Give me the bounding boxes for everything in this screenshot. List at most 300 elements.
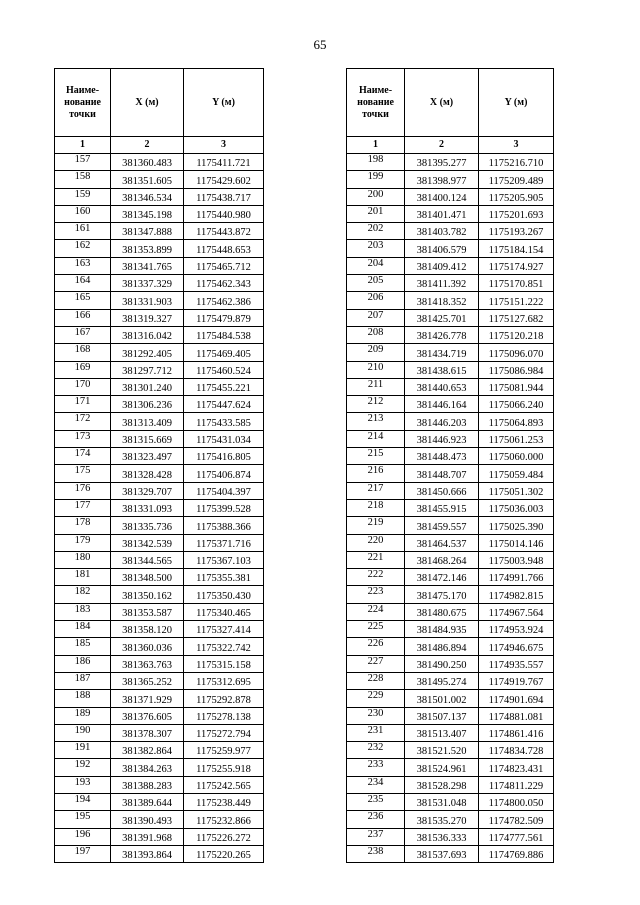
table-row: [347, 275, 554, 292]
point-number: 179: [55, 534, 111, 551]
x-coordinate: 381409.412: [405, 257, 479, 274]
table-row: [347, 828, 554, 845]
table-row: [347, 551, 554, 568]
table-header-row: [55, 69, 264, 137]
x-coordinate: 381328.428: [111, 465, 184, 482]
y-coordinate: 1174967.564: [479, 603, 554, 620]
header-y: Y (м): [479, 69, 554, 137]
x-coordinate: 381382.864: [111, 742, 184, 759]
x-coordinate: 381301.240: [111, 378, 184, 395]
x-coordinate: 381480.675: [405, 603, 479, 620]
x-coordinate: 381331.903: [111, 292, 184, 309]
table-row: [55, 724, 264, 741]
point-number: 233: [347, 759, 405, 776]
y-coordinate: 1175315.158: [184, 655, 264, 672]
y-coordinate: 1175340.465: [184, 603, 264, 620]
table-row: [55, 793, 264, 810]
point-number: 197: [55, 845, 111, 862]
point-number: 177: [55, 499, 111, 516]
point-number: 186: [55, 655, 111, 672]
x-coordinate: 381345.198: [111, 205, 184, 222]
x-coordinate: 381524.961: [405, 759, 479, 776]
y-coordinate: 1175431.034: [184, 430, 264, 447]
table-row: [55, 707, 264, 724]
y-coordinate: 1175209.489: [479, 171, 554, 188]
y-coordinate: 1175484.538: [184, 326, 264, 343]
x-coordinate: 381353.899: [111, 240, 184, 257]
point-number: 210: [347, 361, 405, 378]
x-coordinate: 381434.719: [405, 344, 479, 361]
y-coordinate: 1175440.980: [184, 205, 264, 222]
y-coordinate: 1175433.585: [184, 413, 264, 430]
point-number: 164: [55, 275, 111, 292]
x-coordinate: 381459.557: [405, 517, 479, 534]
point-number: 191: [55, 742, 111, 759]
y-coordinate: 1175462.343: [184, 275, 264, 292]
x-coordinate: 381348.500: [111, 569, 184, 586]
point-number: 162: [55, 240, 111, 257]
x-coordinate: 381472.146: [405, 569, 479, 586]
x-coordinate: 381507.137: [405, 707, 479, 724]
point-number: 157: [55, 154, 111, 171]
colnum-1: 1: [347, 137, 405, 154]
point-number: 189: [55, 707, 111, 724]
point-number: 225: [347, 621, 405, 638]
y-coordinate: 1175448.653: [184, 240, 264, 257]
point-number: 196: [55, 828, 111, 845]
point-number: 165: [55, 292, 111, 309]
table-row: [347, 344, 554, 361]
table-row: [55, 205, 264, 222]
point-number: 170: [55, 378, 111, 395]
point-number: 224: [347, 603, 405, 620]
x-coordinate: 381455.915: [405, 499, 479, 516]
table-row: [55, 188, 264, 205]
table-row: [55, 361, 264, 378]
x-coordinate: 381464.537: [405, 534, 479, 551]
point-number: 193: [55, 776, 111, 793]
table-row: [55, 378, 264, 395]
y-coordinate: 1175242.565: [184, 776, 264, 793]
table-header-row: [347, 69, 554, 137]
table-row: [55, 690, 264, 707]
point-number: 206: [347, 292, 405, 309]
y-coordinate: 1175462.386: [184, 292, 264, 309]
y-coordinate: 1175220.265: [184, 845, 264, 862]
table-row: [347, 482, 554, 499]
table-row: [55, 344, 264, 361]
x-coordinate: 381341.765: [111, 257, 184, 274]
table-row: [347, 845, 554, 862]
y-coordinate: 1174982.815: [479, 586, 554, 603]
table-row: [55, 759, 264, 776]
y-coordinate: 1175193.267: [479, 223, 554, 240]
point-number: 207: [347, 309, 405, 326]
y-coordinate: 1175411.721: [184, 154, 264, 171]
table-row: [347, 292, 554, 309]
y-coordinate: 1175447.624: [184, 396, 264, 413]
y-coordinate: 1175238.449: [184, 793, 264, 810]
x-coordinate: 381292.405: [111, 344, 184, 361]
table-row: [347, 603, 554, 620]
y-coordinate: 1174919.767: [479, 672, 554, 689]
point-number: 200: [347, 188, 405, 205]
table-row: [347, 188, 554, 205]
x-coordinate: 381446.164: [405, 396, 479, 413]
point-number: 229: [347, 690, 405, 707]
x-coordinate: 381438.615: [405, 361, 479, 378]
table-row: [55, 240, 264, 257]
y-coordinate: 1175174.927: [479, 257, 554, 274]
x-coordinate: 381344.565: [111, 551, 184, 568]
y-coordinate: 1175312.695: [184, 672, 264, 689]
table-row: [347, 465, 554, 482]
x-coordinate: 381347.888: [111, 223, 184, 240]
table-row: [347, 309, 554, 326]
y-coordinate: 1174991.766: [479, 569, 554, 586]
x-coordinate: 381337.329: [111, 275, 184, 292]
point-number: 190: [55, 724, 111, 741]
point-number: 175: [55, 465, 111, 482]
point-number: 235: [347, 793, 405, 810]
table-row: [347, 707, 554, 724]
table-row: [55, 517, 264, 534]
y-coordinate: 1175259.977: [184, 742, 264, 759]
y-coordinate: 1175460.524: [184, 361, 264, 378]
point-number: 223: [347, 586, 405, 603]
x-coordinate: 381450.666: [405, 482, 479, 499]
point-number: 174: [55, 448, 111, 465]
y-coordinate: 1175025.390: [479, 517, 554, 534]
page-number: 65: [313, 37, 327, 52]
point-number: 166: [55, 309, 111, 326]
table-row: [55, 396, 264, 413]
y-coordinate: 1175081.944: [479, 378, 554, 395]
y-coordinate: 1175060.000: [479, 448, 554, 465]
y-coordinate: 1175469.405: [184, 344, 264, 361]
x-coordinate: 381365.252: [111, 672, 184, 689]
header-y: Y (м): [184, 69, 264, 137]
point-number: 222: [347, 569, 405, 586]
y-coordinate: 1175429.602: [184, 171, 264, 188]
point-number: 236: [347, 811, 405, 828]
y-coordinate: 1175465.712: [184, 257, 264, 274]
table-row: [347, 326, 554, 343]
x-coordinate: 381398.977: [405, 171, 479, 188]
point-number: 216: [347, 465, 405, 482]
point-number: 204: [347, 257, 405, 274]
table-row: [55, 448, 264, 465]
table-row: [55, 413, 264, 430]
table-row: [347, 776, 554, 793]
point-number: 198: [347, 154, 405, 171]
table-row: [55, 292, 264, 309]
x-coordinate: 381490.250: [405, 655, 479, 672]
point-number: 232: [347, 742, 405, 759]
table-row: [347, 223, 554, 240]
point-number: 201: [347, 205, 405, 222]
point-number: 234: [347, 776, 405, 793]
y-coordinate: 1175232.866: [184, 811, 264, 828]
table-row: [55, 586, 264, 603]
point-number: 183: [55, 603, 111, 620]
table-row: [347, 621, 554, 638]
point-number: 228: [347, 672, 405, 689]
table-row: [55, 603, 264, 620]
table-row: [55, 638, 264, 655]
point-number: 231: [347, 724, 405, 741]
point-number: 185: [55, 638, 111, 655]
y-coordinate: 1175059.484: [479, 465, 554, 482]
colnum-3: 3: [479, 137, 554, 154]
x-coordinate: 381313.409: [111, 413, 184, 430]
table-row: [347, 154, 554, 171]
y-coordinate: 1175355.381: [184, 569, 264, 586]
x-coordinate: 381384.263: [111, 759, 184, 776]
y-coordinate: 1175272.794: [184, 724, 264, 741]
x-coordinate: 381446.923: [405, 430, 479, 447]
x-coordinate: 381448.473: [405, 448, 479, 465]
y-coordinate: 1174935.557: [479, 655, 554, 672]
table-row: [347, 517, 554, 534]
y-coordinate: 1175443.872: [184, 223, 264, 240]
x-coordinate: 381521.520: [405, 742, 479, 759]
table-row: [55, 672, 264, 689]
x-coordinate: 381486.894: [405, 638, 479, 655]
point-number: 212: [347, 396, 405, 413]
y-coordinate: 1174953.924: [479, 621, 554, 638]
x-coordinate: 381315.669: [111, 430, 184, 447]
x-coordinate: 381531.048: [405, 793, 479, 810]
y-coordinate: 1174946.675: [479, 638, 554, 655]
y-coordinate: 1174901.694: [479, 690, 554, 707]
y-coordinate: 1174769.886: [479, 845, 554, 862]
y-coordinate: 1174823.431: [479, 759, 554, 776]
x-coordinate: 381358.120: [111, 621, 184, 638]
point-number: 158: [55, 171, 111, 188]
x-coordinate: 381391.968: [111, 828, 184, 845]
y-coordinate: 1174834.728: [479, 742, 554, 759]
x-coordinate: 381360.483: [111, 154, 184, 171]
table-row: [347, 448, 554, 465]
y-coordinate: 1175120.218: [479, 326, 554, 343]
colnum-1: 1: [55, 137, 111, 154]
table-row: [347, 690, 554, 707]
table-row: [55, 776, 264, 793]
x-coordinate: 381350.162: [111, 586, 184, 603]
x-coordinate: 381528.298: [405, 776, 479, 793]
y-coordinate: 1175066.240: [479, 396, 554, 413]
point-number: 219: [347, 517, 405, 534]
y-coordinate: 1175438.717: [184, 188, 264, 205]
point-number: 214: [347, 430, 405, 447]
table-row: [55, 811, 264, 828]
x-coordinate: 381513.407: [405, 724, 479, 741]
point-number: 169: [55, 361, 111, 378]
table-row: [347, 655, 554, 672]
colnum-2: 2: [111, 137, 184, 154]
x-coordinate: 381371.929: [111, 690, 184, 707]
point-number: 181: [55, 569, 111, 586]
table-row: [55, 482, 264, 499]
x-coordinate: 381331.093: [111, 499, 184, 516]
point-number: 217: [347, 482, 405, 499]
x-coordinate: 381484.935: [405, 621, 479, 638]
header-x: X (м): [405, 69, 479, 137]
x-coordinate: 381306.236: [111, 396, 184, 413]
point-number: 215: [347, 448, 405, 465]
point-number: 213: [347, 413, 405, 430]
point-number: 187: [55, 672, 111, 689]
y-coordinate: 1175388.366: [184, 517, 264, 534]
point-number: 163: [55, 257, 111, 274]
table-row: [347, 205, 554, 222]
point-number: 208: [347, 326, 405, 343]
point-number: 205: [347, 275, 405, 292]
point-number: 227: [347, 655, 405, 672]
table-row: [55, 569, 264, 586]
x-coordinate: 381323.497: [111, 448, 184, 465]
point-number: 172: [55, 413, 111, 430]
x-coordinate: 381468.264: [405, 551, 479, 568]
x-coordinate: 381440.653: [405, 378, 479, 395]
table-row: [347, 811, 554, 828]
point-number: 203: [347, 240, 405, 257]
y-coordinate: 1174782.509: [479, 811, 554, 828]
y-coordinate: 1174777.561: [479, 828, 554, 845]
point-number: 160: [55, 205, 111, 222]
point-number: 221: [347, 551, 405, 568]
x-coordinate: 381537.693: [405, 845, 479, 862]
coordinates-table-right: [346, 68, 554, 863]
table-row: [55, 845, 264, 862]
y-coordinate: 1175036.003: [479, 499, 554, 516]
table-row: [55, 171, 264, 188]
x-coordinate: 381390.493: [111, 811, 184, 828]
y-coordinate: 1174881.081: [479, 707, 554, 724]
point-number: 220: [347, 534, 405, 551]
y-coordinate: 1175416.805: [184, 448, 264, 465]
x-coordinate: 381406.579: [405, 240, 479, 257]
table-row: [55, 621, 264, 638]
y-coordinate: 1175406.874: [184, 465, 264, 482]
table-row: [347, 586, 554, 603]
point-number: 209: [347, 344, 405, 361]
table-row: [347, 569, 554, 586]
y-coordinate: 1175064.893: [479, 413, 554, 430]
x-coordinate: 381395.277: [405, 154, 479, 171]
table-row: [55, 465, 264, 482]
point-number: 161: [55, 223, 111, 240]
y-coordinate: 1175096.070: [479, 344, 554, 361]
point-number: 230: [347, 707, 405, 724]
point-number: 180: [55, 551, 111, 568]
point-number: 202: [347, 223, 405, 240]
colnum-3: 3: [184, 137, 264, 154]
point-number: 226: [347, 638, 405, 655]
table-row: [347, 257, 554, 274]
table-row: [55, 499, 264, 516]
table-row: [55, 309, 264, 326]
point-number: 192: [55, 759, 111, 776]
x-coordinate: 381363.763: [111, 655, 184, 672]
y-coordinate: 1175061.253: [479, 430, 554, 447]
x-coordinate: 381378.307: [111, 724, 184, 741]
column-number-row: [347, 137, 554, 154]
colnum-2: 2: [405, 137, 479, 154]
y-coordinate: 1175255.918: [184, 759, 264, 776]
x-coordinate: 381425.701: [405, 309, 479, 326]
y-coordinate: 1175399.528: [184, 499, 264, 516]
x-coordinate: 381319.327: [111, 309, 184, 326]
table-row: [347, 240, 554, 257]
x-coordinate: 381426.778: [405, 326, 479, 343]
x-coordinate: 381388.283: [111, 776, 184, 793]
table-row: [347, 171, 554, 188]
x-coordinate: 381353.587: [111, 603, 184, 620]
y-coordinate: 1175014.146: [479, 534, 554, 551]
y-coordinate: 1175127.682: [479, 309, 554, 326]
y-coordinate: 1175151.222: [479, 292, 554, 309]
x-coordinate: 381335.736: [111, 517, 184, 534]
point-number: 211: [347, 378, 405, 395]
table-row: [347, 430, 554, 447]
point-number: 178: [55, 517, 111, 534]
y-coordinate: 1175479.879: [184, 309, 264, 326]
point-number: 218: [347, 499, 405, 516]
point-number: 171: [55, 396, 111, 413]
table-row: [347, 499, 554, 516]
header-point-name: Наиме-нование точки: [347, 69, 405, 137]
x-coordinate: 381403.782: [405, 223, 479, 240]
y-coordinate: 1175170.851: [479, 275, 554, 292]
point-number: 182: [55, 586, 111, 603]
y-coordinate: 1175051.302: [479, 482, 554, 499]
x-coordinate: 381400.124: [405, 188, 479, 205]
x-coordinate: 381411.392: [405, 275, 479, 292]
x-coordinate: 381342.539: [111, 534, 184, 551]
y-coordinate: 1174800.050: [479, 793, 554, 810]
y-coordinate: 1175350.430: [184, 586, 264, 603]
y-coordinate: 1175278.138: [184, 707, 264, 724]
x-coordinate: 381418.352: [405, 292, 479, 309]
y-coordinate: 1175292.878: [184, 690, 264, 707]
y-coordinate: 1175367.103: [184, 551, 264, 568]
y-coordinate: 1175086.984: [479, 361, 554, 378]
table-row: [347, 793, 554, 810]
point-number: 194: [55, 793, 111, 810]
table-row: [347, 378, 554, 395]
y-coordinate: 1175371.716: [184, 534, 264, 551]
x-coordinate: 381475.170: [405, 586, 479, 603]
column-number-row: [55, 137, 264, 154]
y-coordinate: 1175322.742: [184, 638, 264, 655]
y-coordinate: 1174811.229: [479, 776, 554, 793]
table-row: [55, 257, 264, 274]
table-row: [55, 430, 264, 447]
x-coordinate: 381389.644: [111, 793, 184, 810]
table-row: [55, 223, 264, 240]
coordinates-table-left: [54, 68, 264, 863]
x-coordinate: 381329.707: [111, 482, 184, 499]
point-number: 176: [55, 482, 111, 499]
table-row: [347, 742, 554, 759]
x-coordinate: 381393.864: [111, 845, 184, 862]
point-number: 199: [347, 171, 405, 188]
x-coordinate: 381446.203: [405, 413, 479, 430]
y-coordinate: 1175003.948: [479, 551, 554, 568]
x-coordinate: 381448.707: [405, 465, 479, 482]
